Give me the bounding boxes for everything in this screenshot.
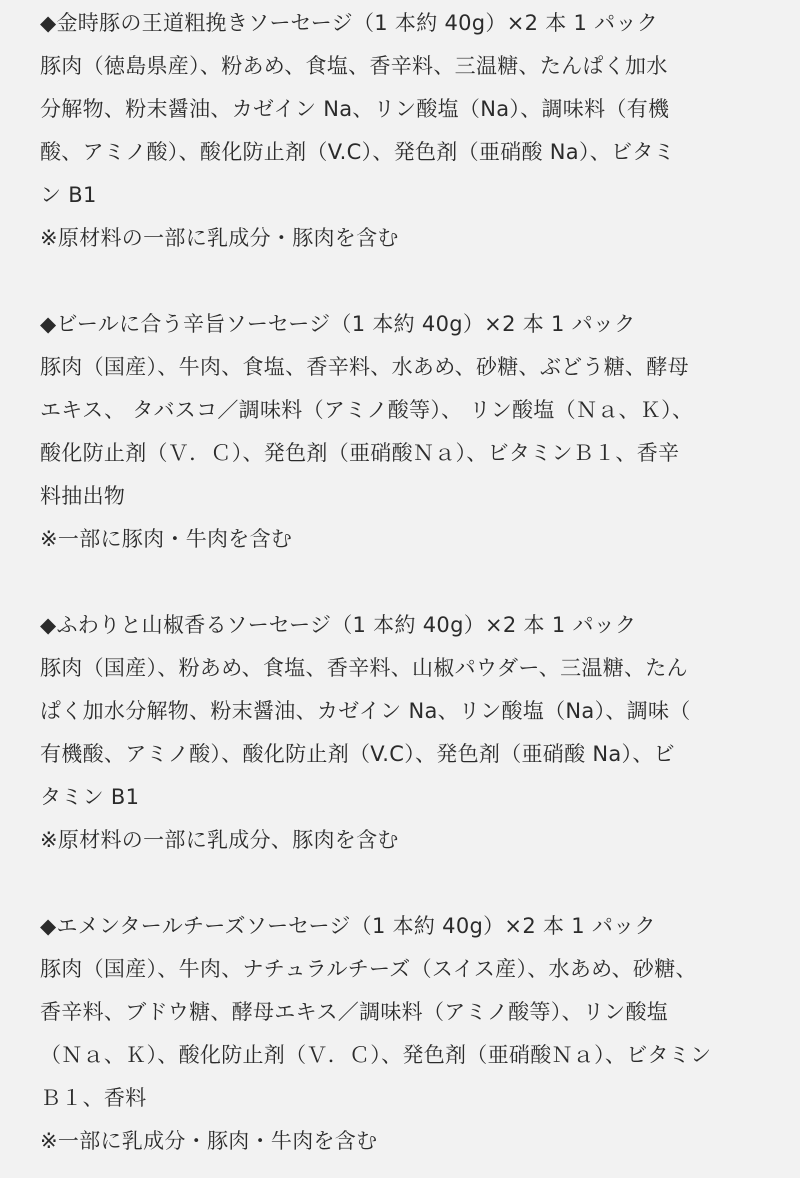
product-emmental-cheese-sausage	[40, 905, 764, 1163]
ingredients-line: ぱく加水分解物、粉末醤油、カゼイン Na、リン酸塩（Na）、調味（	[40, 699, 691, 723]
ingredients-line: 豚肉（国産）、牛肉、食塩、香辛料、水あめ、砂糖、ぶどう糖、酵母	[40, 355, 689, 379]
ingredients-line: 酸、アミノ酸）、酸化防止剤（V.C）、発色剤（亜硝酸 Na）、ビタミ	[40, 140, 675, 164]
ingredients-line: 有機酸、アミノ酸）、酸化防止剤（V.C）、発色剤（亜硝酸 Na）、ビ	[40, 742, 675, 766]
product-kintoki-sausage	[40, 2, 764, 260]
product-title: ◆ビールに合う辛旨ソーセージ（1 本約 40g）×2 本 1 パック	[40, 312, 636, 336]
ingredients-line: エキス、 タバスコ／調味料（アミノ酸等）、 リン酸塩（Ｎａ、Ｋ）、	[40, 398, 694, 422]
ingredients-line: 香辛料、ブドウ糖、酵母エキス／調味料（アミノ酸等）、リン酸塩	[40, 1000, 669, 1024]
allergen-note: ※一部に豚肉・牛肉を含む	[40, 527, 293, 551]
ingredients-line: ン B1	[40, 183, 97, 207]
ingredients-line: 豚肉（国産）、粉あめ、食塩、香辛料、山椒パウダー、三温糖、たん	[40, 656, 688, 680]
allergen-note: ※原材料の一部に乳成分、豚肉を含む	[40, 828, 399, 852]
product-sansho-sausage	[40, 604, 764, 862]
allergen-note: ※原材料の一部に乳成分・豚肉を含む	[40, 226, 399, 250]
ingredients-line: 豚肉（国産）、牛肉、ナチュラルチーズ（スイス産）、水あめ、砂糖、	[40, 957, 697, 981]
ingredients-line: 豚肉（徳島県産）、粉あめ、食塩、香辛料、三温糖、たんぱく加水	[40, 54, 668, 78]
ingredients-line: （Ｎａ、Ｋ）、酸化防止剤（Ｖ．Ｃ）、発色剤（亜硝酸Ｎａ）、ビタミン	[40, 1043, 712, 1067]
product-title: ◆金時豚の王道粗挽きソーセージ（1 本約 40g）×2 本 1 パック	[40, 11, 659, 35]
product-title: ◆ふわりと山椒香るソーセージ（1 本約 40g）×2 本 1 パック	[40, 613, 637, 637]
ingredients-line: 酸化防止剤（Ｖ．Ｃ）、発色剤（亜硝酸Ｎａ）、ビタミンＢ１、香辛	[40, 441, 680, 465]
ingredients-line: タミン B1	[40, 785, 140, 809]
product-title: ◆エメンタールチーズソーセージ（1 本約 40g）×2 本 1 パック	[40, 914, 656, 938]
product-beer-spicy-sausage	[40, 303, 764, 561]
ingredients-line: 料抽出物	[40, 484, 126, 508]
ingredients-line: Ｂ１、香料	[40, 1086, 147, 1110]
allergen-note: ※一部に乳成分・豚肉・牛肉を含む	[40, 1129, 378, 1153]
ingredients-line: 分解物、粉末醤油、カゼイン Na、リン酸塩（Na）、調味料（有機	[40, 97, 670, 121]
